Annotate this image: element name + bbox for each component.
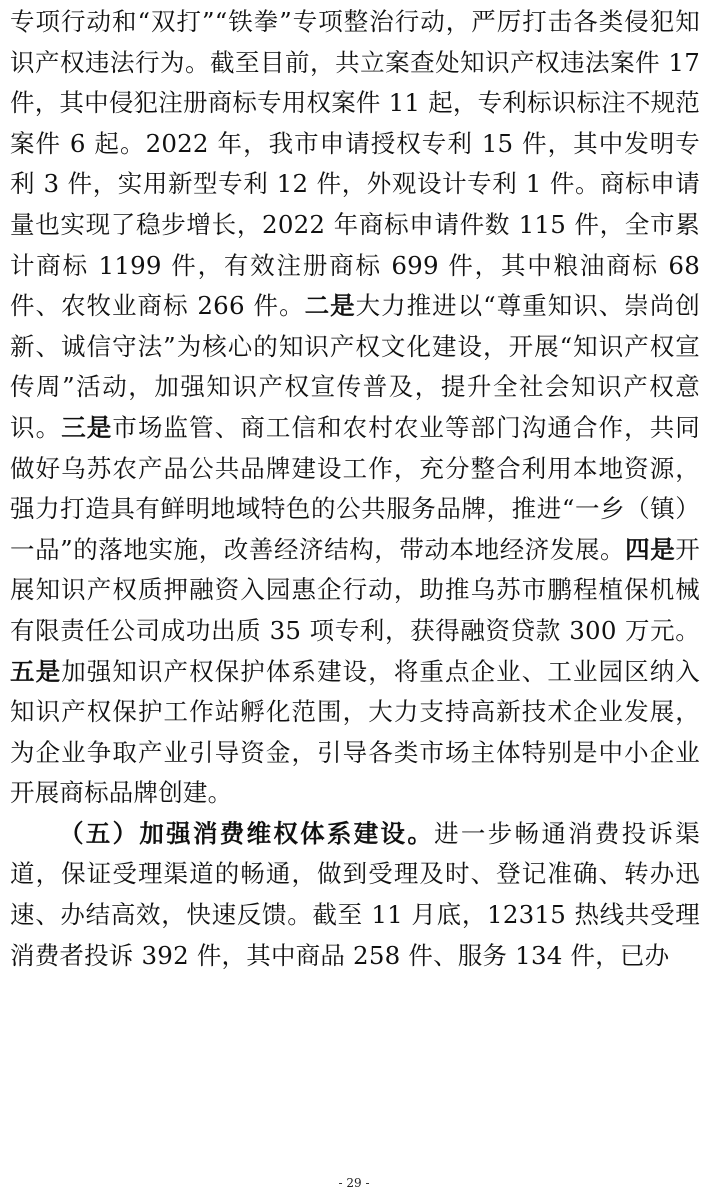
paragraph-text-2: 大力推进以“尊重知识、崇尚创新、诚信守法”为核心的知识产权文化建设，开展“知识产权宣传周”活动，加强知识产权宣传普及，提升全社会知识产权意识。: [10, 291, 700, 442]
paragraph-text-4: 开展知识产权质押融资入园惠企行动，助推乌苏市鹏程植保机械有限责任公司成功出质 35 项专利，获得融资贷款 300 万元。: [10, 534, 700, 645]
bold-marker-fourth: 四是: [625, 534, 676, 564]
paragraph-text-1: 专项行动和“双打”“铁拳”专项整治行动，严厉打击各类侵犯知识产权违法行为。截至目前，共立案查处知识产权违法案件 17 件，其中侵犯注册商标专用权案件 11 起，专利标识标注不规范案件 6 起。2022 年，我市申请授权专利 15 件，其中发明专利 3 件，实用新型专利 12 件，外观设计专利 1 件。商标申请量也实现了稳步增长，2022 年商标申请件数 115 件，全市累计商标 1199 件，有效注册商标 699 件，其中粮油商标 68 件、农牧业商标 266 件。: [10, 7, 700, 321]
bold-marker-third: 三是: [61, 412, 113, 442]
paragraph-ip-protection: [10, 2, 700, 814]
paragraph-consumer-rights: [10, 814, 700, 976]
document-body: [10, 2, 700, 976]
paragraph-text-3: 市场监管、商工信和农村农业等部门沟通合作，共同做好乌苏农产品公共品牌建设工作，充分整合利用本地资源，强力打造具有鲜明地域特色的公共服务品牌，推进“一乡（镇）一品”的落地实施，改善经济结构，带动本地经济发展。: [10, 412, 701, 564]
paragraph-text-5: 加强知识产权保护体系建设，将重点企业、工业园区纳入知识产权保护工作站孵化范围，大力支持高新技术企业发展，为企业争取产业引导资金，引导各类市场主体特别是中小企业开展商标品牌创建。: [10, 656, 701, 808]
section-heading-five: （五）加强消费维权体系建设。: [59, 818, 435, 848]
bold-marker-fifth: 五是: [10, 656, 62, 686]
page-number: - 29 -: [338, 1176, 370, 1190]
bold-marker-second: 二是: [304, 291, 356, 321]
paragraph-text-consumer: 进一步畅通消费投诉渠道，保证受理渠道的畅通，做到受理及时、登记准确、转办迅速、办结高效，快速反馈。截至 11 月底，12315 热线共受理消费者投诉 392 件，其中商品 258 件、服务 134 件，已办: [10, 818, 700, 970]
